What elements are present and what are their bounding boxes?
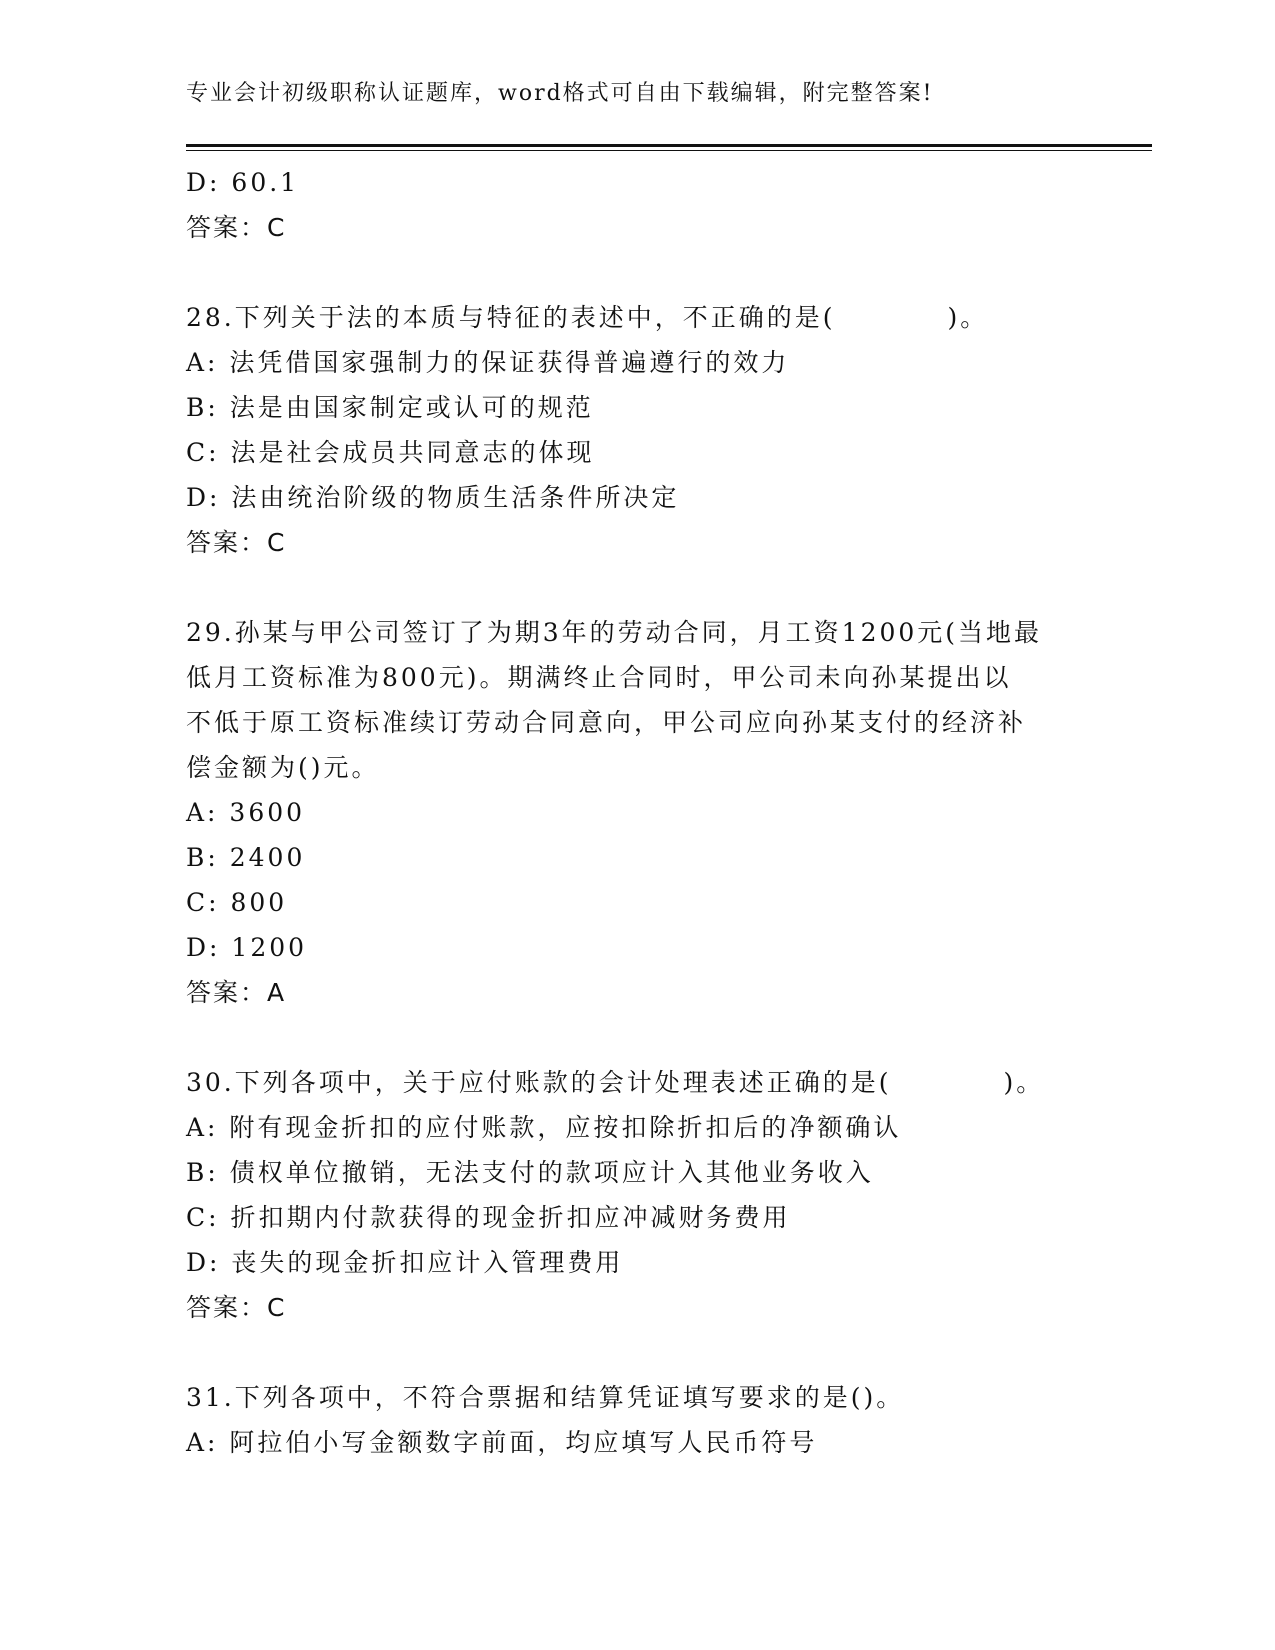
q29-option-d: D: 1200 bbox=[186, 933, 308, 962]
q29-option-b: B: 2400 bbox=[186, 843, 306, 872]
page-header-title: 专业会计初级职称认证题库，word格式可自由下载编辑，附完整答案! bbox=[186, 81, 934, 106]
spacer bbox=[186, 250, 1086, 295]
spacer bbox=[186, 565, 1086, 610]
q31-stem: 31.下列各项中，不符合票据和结算凭证填写要求的是()。 bbox=[186, 1383, 905, 1412]
prev-option-d: D: 60.1 bbox=[186, 168, 300, 197]
q30-answer: 答案：C bbox=[186, 1293, 287, 1322]
q28-option-d: D: 法由统治阶级的物质生活条件所决定 bbox=[186, 483, 680, 512]
q30-option-a: A: 附有现金折扣的应付账款，应按扣除折扣后的净额确认 bbox=[186, 1113, 902, 1142]
q28-option-a: A: 法凭借国家强制力的保证获得普遍遵行的效力 bbox=[186, 348, 790, 377]
q29-stem-line-4: 偿金额为()元。 bbox=[186, 753, 380, 782]
q30-stem: 30.下列各项中，关于应付账款的会计处理表述正确的是( )。 bbox=[186, 1068, 1045, 1097]
q29-stem-line-2: 低月工资标准为800元)。期满终止合同时，甲公司未向孙某提出以 bbox=[186, 663, 1012, 692]
question-content bbox=[186, 160, 1086, 1465]
q28-answer: 答案：C bbox=[186, 528, 287, 557]
q28-option-b: B: 法是由国家制定或认可的规范 bbox=[186, 393, 594, 422]
q29-stem-line-3: 不低于原工资标准续订劳动合同意向，甲公司应向孙某支付的经济补 bbox=[186, 708, 1027, 737]
q28-option-c: C: 法是社会成员共同意志的体现 bbox=[186, 438, 595, 467]
q31-option-a: A: 阿拉伯小写金额数字前面，均应填写人民币符号 bbox=[186, 1428, 818, 1457]
q30-option-d: D: 丧失的现金折扣应计入管理费用 bbox=[186, 1248, 624, 1277]
prev-answer: 答案：C bbox=[186, 213, 287, 242]
header-rule-thick bbox=[186, 144, 1152, 147]
q29-option-a: A: 3600 bbox=[186, 798, 306, 827]
q30-option-b: B: 债权单位撤销，无法支付的款项应计入其他业务收入 bbox=[186, 1158, 874, 1187]
spacer bbox=[186, 1015, 1086, 1060]
q30-option-c: C: 折扣期内付款获得的现金折扣应冲减财务费用 bbox=[186, 1203, 791, 1232]
q29-stem-line-1: 29.孙某与甲公司签订了为期3年的劳动合同，月工资1200元(当地最 bbox=[186, 618, 1043, 647]
q28-stem: 28.下列关于法的本质与特征的表述中，不正确的是( )。 bbox=[186, 303, 989, 332]
q29-option-c: C: 800 bbox=[186, 888, 288, 917]
header-rule-thin bbox=[186, 150, 1152, 151]
q29-answer: 答案：A bbox=[186, 978, 287, 1007]
spacer bbox=[186, 1330, 1086, 1375]
